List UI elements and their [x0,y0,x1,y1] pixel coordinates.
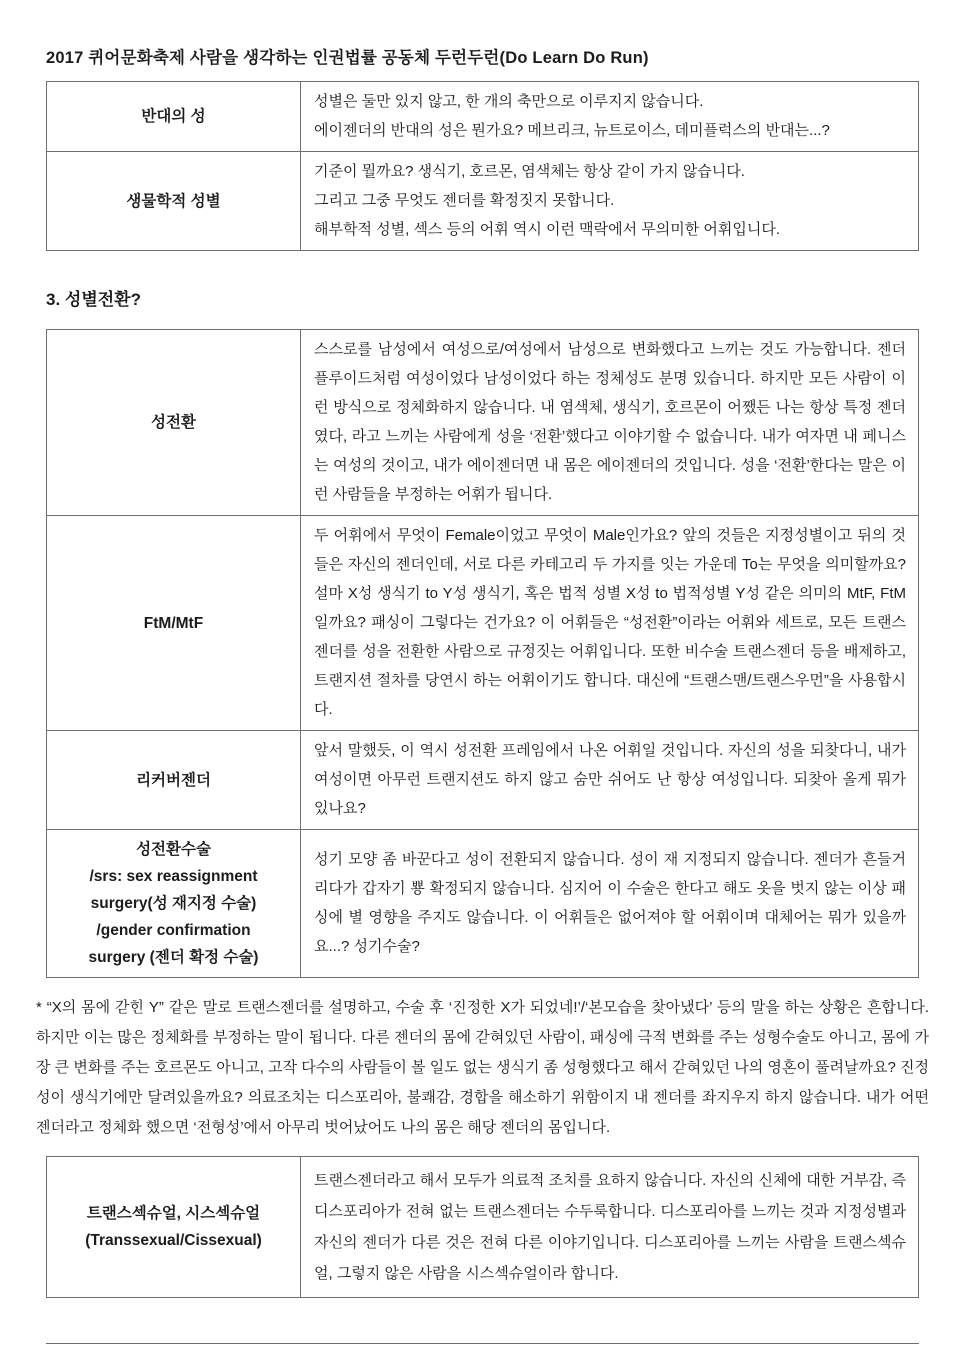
definition-cell: 성기 모양 좀 바꾼다고 성이 전환되지 않습니다. 성이 재 지정되지 않습니다. 젠더가 흔들거리다가 갑자기 뿅 확정되지 않습니다. 심지어 이 수술은 한다고 해도 옷을 벗지 않는 이상 패싱에 별 영향을 주지도 않습니다. 이 어휘들은 없어져야 할 어휘이며 대체어는 뭐가 있을까요...? 성기수술? [301,830,919,978]
next-table-top-border [46,1343,919,1344]
table-row [47,830,919,978]
definition-cell: 트랜스젠더라고 해서 모두가 의료적 조치를 요하지 않습니다. 자신의 신체에 대한 거부감, 즉 디스포리아가 전혀 없는 트랜스젠더는 수두룩합니다. 디스포리아를 느끼는 것과 지정성별과 자신의 젠더가 다른 것은 전혀 다른 이야기입니다. 디스포리아를 느끼는 사람을 트랜스섹슈얼, 그렇지 않은 사람을 시스섹슈얼이라 합니다. [301,1157,919,1298]
terms-table-2 [46,329,919,978]
term-line: /srs: sex reassignment [89,868,258,885]
doc-title: 2017 퀴어문화축제 사람을 생각하는 인권법률 공동체 두런두런(Do Learn Do Run) [46,49,649,67]
term-line: 성전환수술 [136,841,211,858]
term-cell: 성전환 [47,330,301,516]
terms-table-3 [46,1156,919,1298]
table-row [47,330,919,516]
term-line: surgery(성 재지정 수술) [90,895,257,912]
term-cell: FtM/MtF [47,516,301,731]
term-line: (Transsexual/Cissexual) [85,1232,262,1249]
definition-line: 해부학적 성별, 섹스 등의 어휘 역시 이런 맥락에서 무의미한 어휘입니다. [314,221,781,238]
footnote-paragraph: * “X의 몸에 갇힌 Y” 같은 말로 트랜스젠더를 설명하고, 수술 후 ‘진정한 X가 되었네!’/‘본모습을 찾아냈다’ 등의 말을 하는 상황은 흔합니다. 하지만 이는 많은 정체화를 부정하는 말이 됩니다. 다른 젠더의 몸에 갇혀있던 사람이, 패싱에 극적 변화를 주는 성형수술도 아니고, 몸에 가장 큰 변화를 주는 호르몬도 아니고, 고작 다수의 사람들이 볼 일도 없는 생식기 좀 성형했다고 해서 갇혀있던 나의 영혼이 풀려날까요? 진정성이 생식기에만 달려있을까요? 의료조치는 디스포리아, 불쾌감, 경합을 해소하기 위함이지 내 젠더를 좌지우지 하지 않습니다. 내가 어떤 젠더라고 정체화 했으면 ‘전형성’에서 아무리 벗어났어도 나의 몸은 해당 젠더의 몸입니다. [36,999,929,1136]
definition-cell [301,152,919,251]
table-row [47,82,919,152]
table-row [47,1157,919,1298]
terms-table-1 [46,81,919,251]
definition-line: 성별은 둘만 있지 않고, 한 개의 축만으로 이루지지 않습니다. [314,93,704,110]
definition-cell: 스스로를 남성에서 여성으로/여성에서 남성으로 변화했다고 느끼는 것도 가능합니다. 젠더플루이드처럼 여성이었다 남성이었다 하는 정체성도 분명 있습니다. 하지만 모든 사람이 이런 방식으로 정체화하지 않습니다. 내 염색체, 생식기, 호르몬이 어쨌든 나는 항상 특정 젠더였다, 라고 느끼는 사람에게 성을 ‘전환’했다고 이야기할 수 없습니다. 내가 여자면 내 페니스는 여성의 것이고, 내가 에이젠더면 내 몸은 에이젠더의 것입니다. 성을 ‘전환’한다는 말은 이런 사람들을 부정하는 어휘가 됩니다. [301,330,919,516]
term-cell [47,830,301,978]
term-line: /gender confirmation [96,922,251,939]
definition-cell: 앞서 말했듯, 이 역시 성전환 프레임에서 나온 어휘일 것입니다. 자신의 성을 되찾다니, 내가 여성이면 아무런 트랜지션도 하지 않고 숨만 쉬어도 난 항상 여성입니다. 되찾아 올게 뭐가 있나요? [301,731,919,830]
table-row [47,152,919,251]
term-line: 트랜스섹슈얼, 시스섹슈얼 [86,1205,261,1222]
table-row [47,731,919,830]
definition-cell [301,82,919,152]
term-cell: 리커버젠더 [47,731,301,830]
term-cell: 반대의 성 [47,82,301,152]
term-line: surgery (젠더 확정 수술) [88,949,259,966]
section-heading: 3. 성별전환? [46,290,141,309]
definition-cell: 두 어휘에서 무엇이 Female이었고 무엇이 Male인가요? 앞의 것들은 지정성별이고 뒤의 것들은 자신의 젠더인데, 서로 다른 카테고리 두 가지를 잇는 가운데 To는 무엇을 의미할까요? 설마 X성 생식기 to Y성 생식기, 혹은 법적 성별 X성 to 법적성별 Y성 같은 의미의 MtF, FtM일까요? 패싱이 그렇다는 건가요? 이 어휘들은 “성전환”이라는 어휘와 세트로, 모든 트랜스젠더를 성을 전환한 사람으로 규정짓는 어휘입니다. 또한 비수술 트랜스젠더 등을 배제하고, 트랜지션 절차를 당연시 하는 어휘이기도 합니다. 대신에 “트랜스맨/트랜스우먼”을 사용합시다. [301,516,919,731]
term-cell: 생물학적 성별 [47,152,301,251]
definition-line: 에이젠더의 반대의 성은 뭔가요? 메브리크, 뉴트로이스, 데미플럭스의 반대는...? [314,122,830,139]
definition-line: 그리고 그중 무엇도 젠더를 확정짓지 못합니다. [314,192,615,209]
table-row [47,516,919,731]
definition-line: 기준이 뭘까요? 생식기, 호르몬, 염색체는 항상 같이 가지 않습니다. [314,163,745,180]
term-cell [47,1157,301,1298]
